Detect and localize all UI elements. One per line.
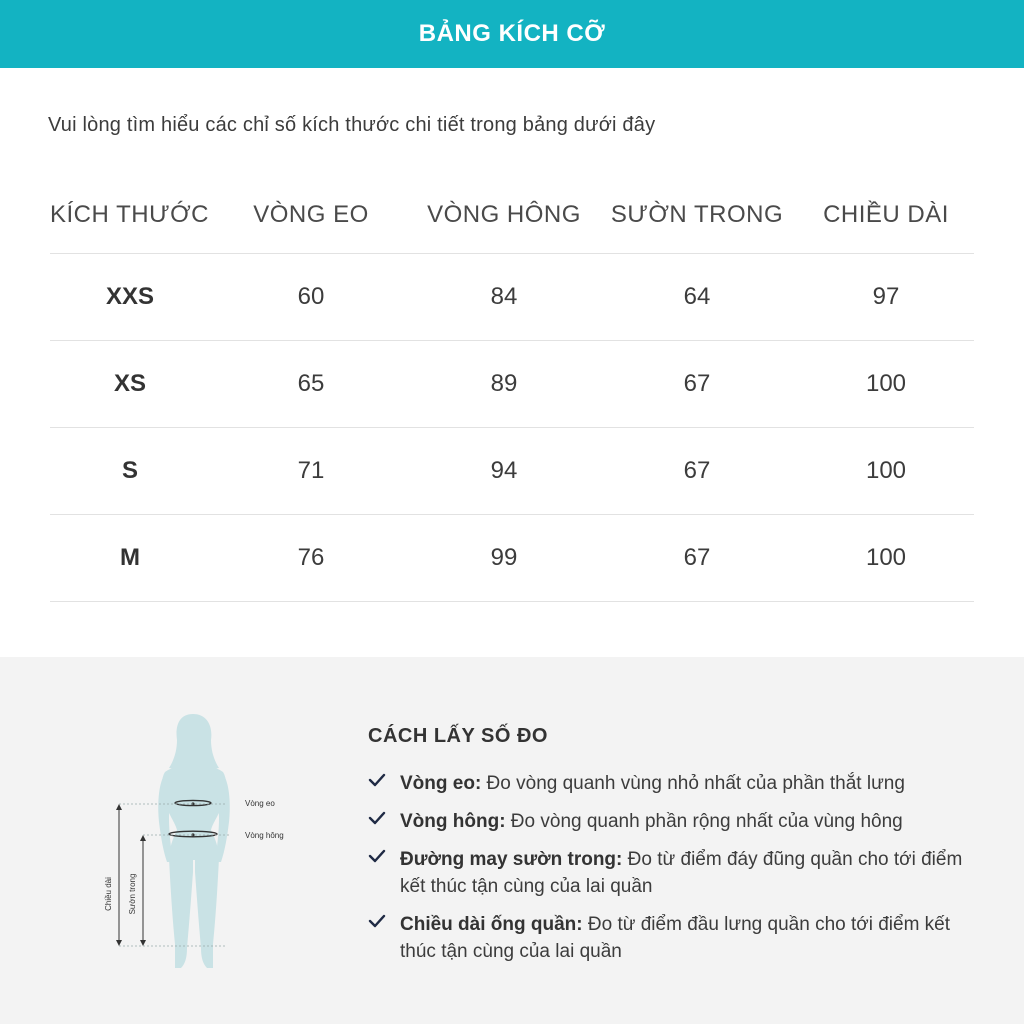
header-bar [0, 0, 1024, 68]
table-cell: 67 [683, 457, 711, 484]
item-text [400, 911, 988, 965]
page-title: BẢNG KÍCH CỠ [418, 20, 606, 47]
table-cell: 71 [297, 457, 325, 484]
table-cell: 65 [297, 370, 325, 397]
table-cell: 100 [865, 370, 907, 397]
column-header-length: CHIỀU DÀI [823, 200, 949, 228]
size-cell: M [120, 544, 140, 571]
item-description: Đo vòng quanh phần rộng nhất của vùng hông [505, 811, 903, 832]
table-cell: 67 [683, 370, 711, 397]
table-cell: 99 [490, 544, 518, 571]
hip-label: Vòng hông [245, 831, 284, 840]
waist-label: Vòng eo [245, 799, 275, 808]
inseam-label: Sườn trong [128, 873, 137, 915]
item-description: Đo vòng quanh vùng nhỏ nhất của phần thắt lưng [481, 773, 905, 794]
item-label: Vòng eo: [400, 773, 482, 794]
table-cell: 100 [865, 544, 907, 571]
size-cell: XXS [105, 283, 155, 310]
table-cell: 60 [297, 283, 325, 310]
item-label: Vòng hông: [400, 811, 506, 832]
table-cell: 94 [490, 457, 518, 484]
table-cell: 89 [490, 370, 518, 397]
table-header [50, 176, 974, 254]
item-label: Đường may sườn trong: [400, 849, 623, 870]
item-label: Chiều dài ống quần: [400, 914, 583, 935]
table-row [50, 254, 974, 341]
table-cell: 84 [490, 283, 518, 310]
table-cell: 97 [872, 283, 900, 310]
column-header-inseam: SƯỜN TRONG [610, 200, 784, 228]
table-cell: 64 [683, 283, 711, 310]
item-description: Đo từ điểm đáy đũng quần cho tới điểm kết thúc tận cùng của lai quần [400, 849, 963, 897]
column-header-waist: VÒNG EO [253, 200, 369, 228]
list-item [368, 808, 988, 835]
item-text [400, 846, 988, 900]
table-row [50, 515, 974, 602]
column-header-size: KÍCH THƯỚC [50, 200, 209, 228]
body-silhouette-icon [158, 714, 230, 968]
check-icon [368, 846, 400, 900]
check-icon [368, 911, 400, 965]
check-icon [368, 808, 400, 835]
table-row [50, 341, 974, 428]
how-to-measure [368, 725, 988, 976]
body-silhouette-figure [95, 712, 335, 972]
size-cell: XS [113, 370, 146, 397]
table-cell: 100 [865, 457, 907, 484]
check-icon [368, 770, 400, 797]
column-header-hip: VÒNG HÔNG [427, 200, 581, 228]
intro-text: Vui lòng tìm hiểu các chỉ số kích thước chi tiết trong bảng dưới đây [48, 114, 656, 136]
size-cell: S [121, 457, 138, 484]
item-description: Đo từ điểm đầu lưng quần cho tới điểm kết thúc tận cùng của lai quần [400, 914, 951, 962]
measurement-guide [0, 657, 1024, 1024]
list-item [368, 846, 988, 900]
list-item [368, 911, 988, 965]
table-cell: 67 [683, 544, 711, 571]
size-table [50, 176, 974, 602]
table-cell: 76 [297, 544, 325, 571]
list-item [368, 770, 988, 797]
length-label: Chiều dài [104, 877, 113, 911]
how-to-title: CÁCH LẤY SỐ ĐO [368, 725, 548, 747]
item-text [400, 808, 903, 835]
table-row [50, 428, 974, 515]
item-text [400, 770, 905, 797]
